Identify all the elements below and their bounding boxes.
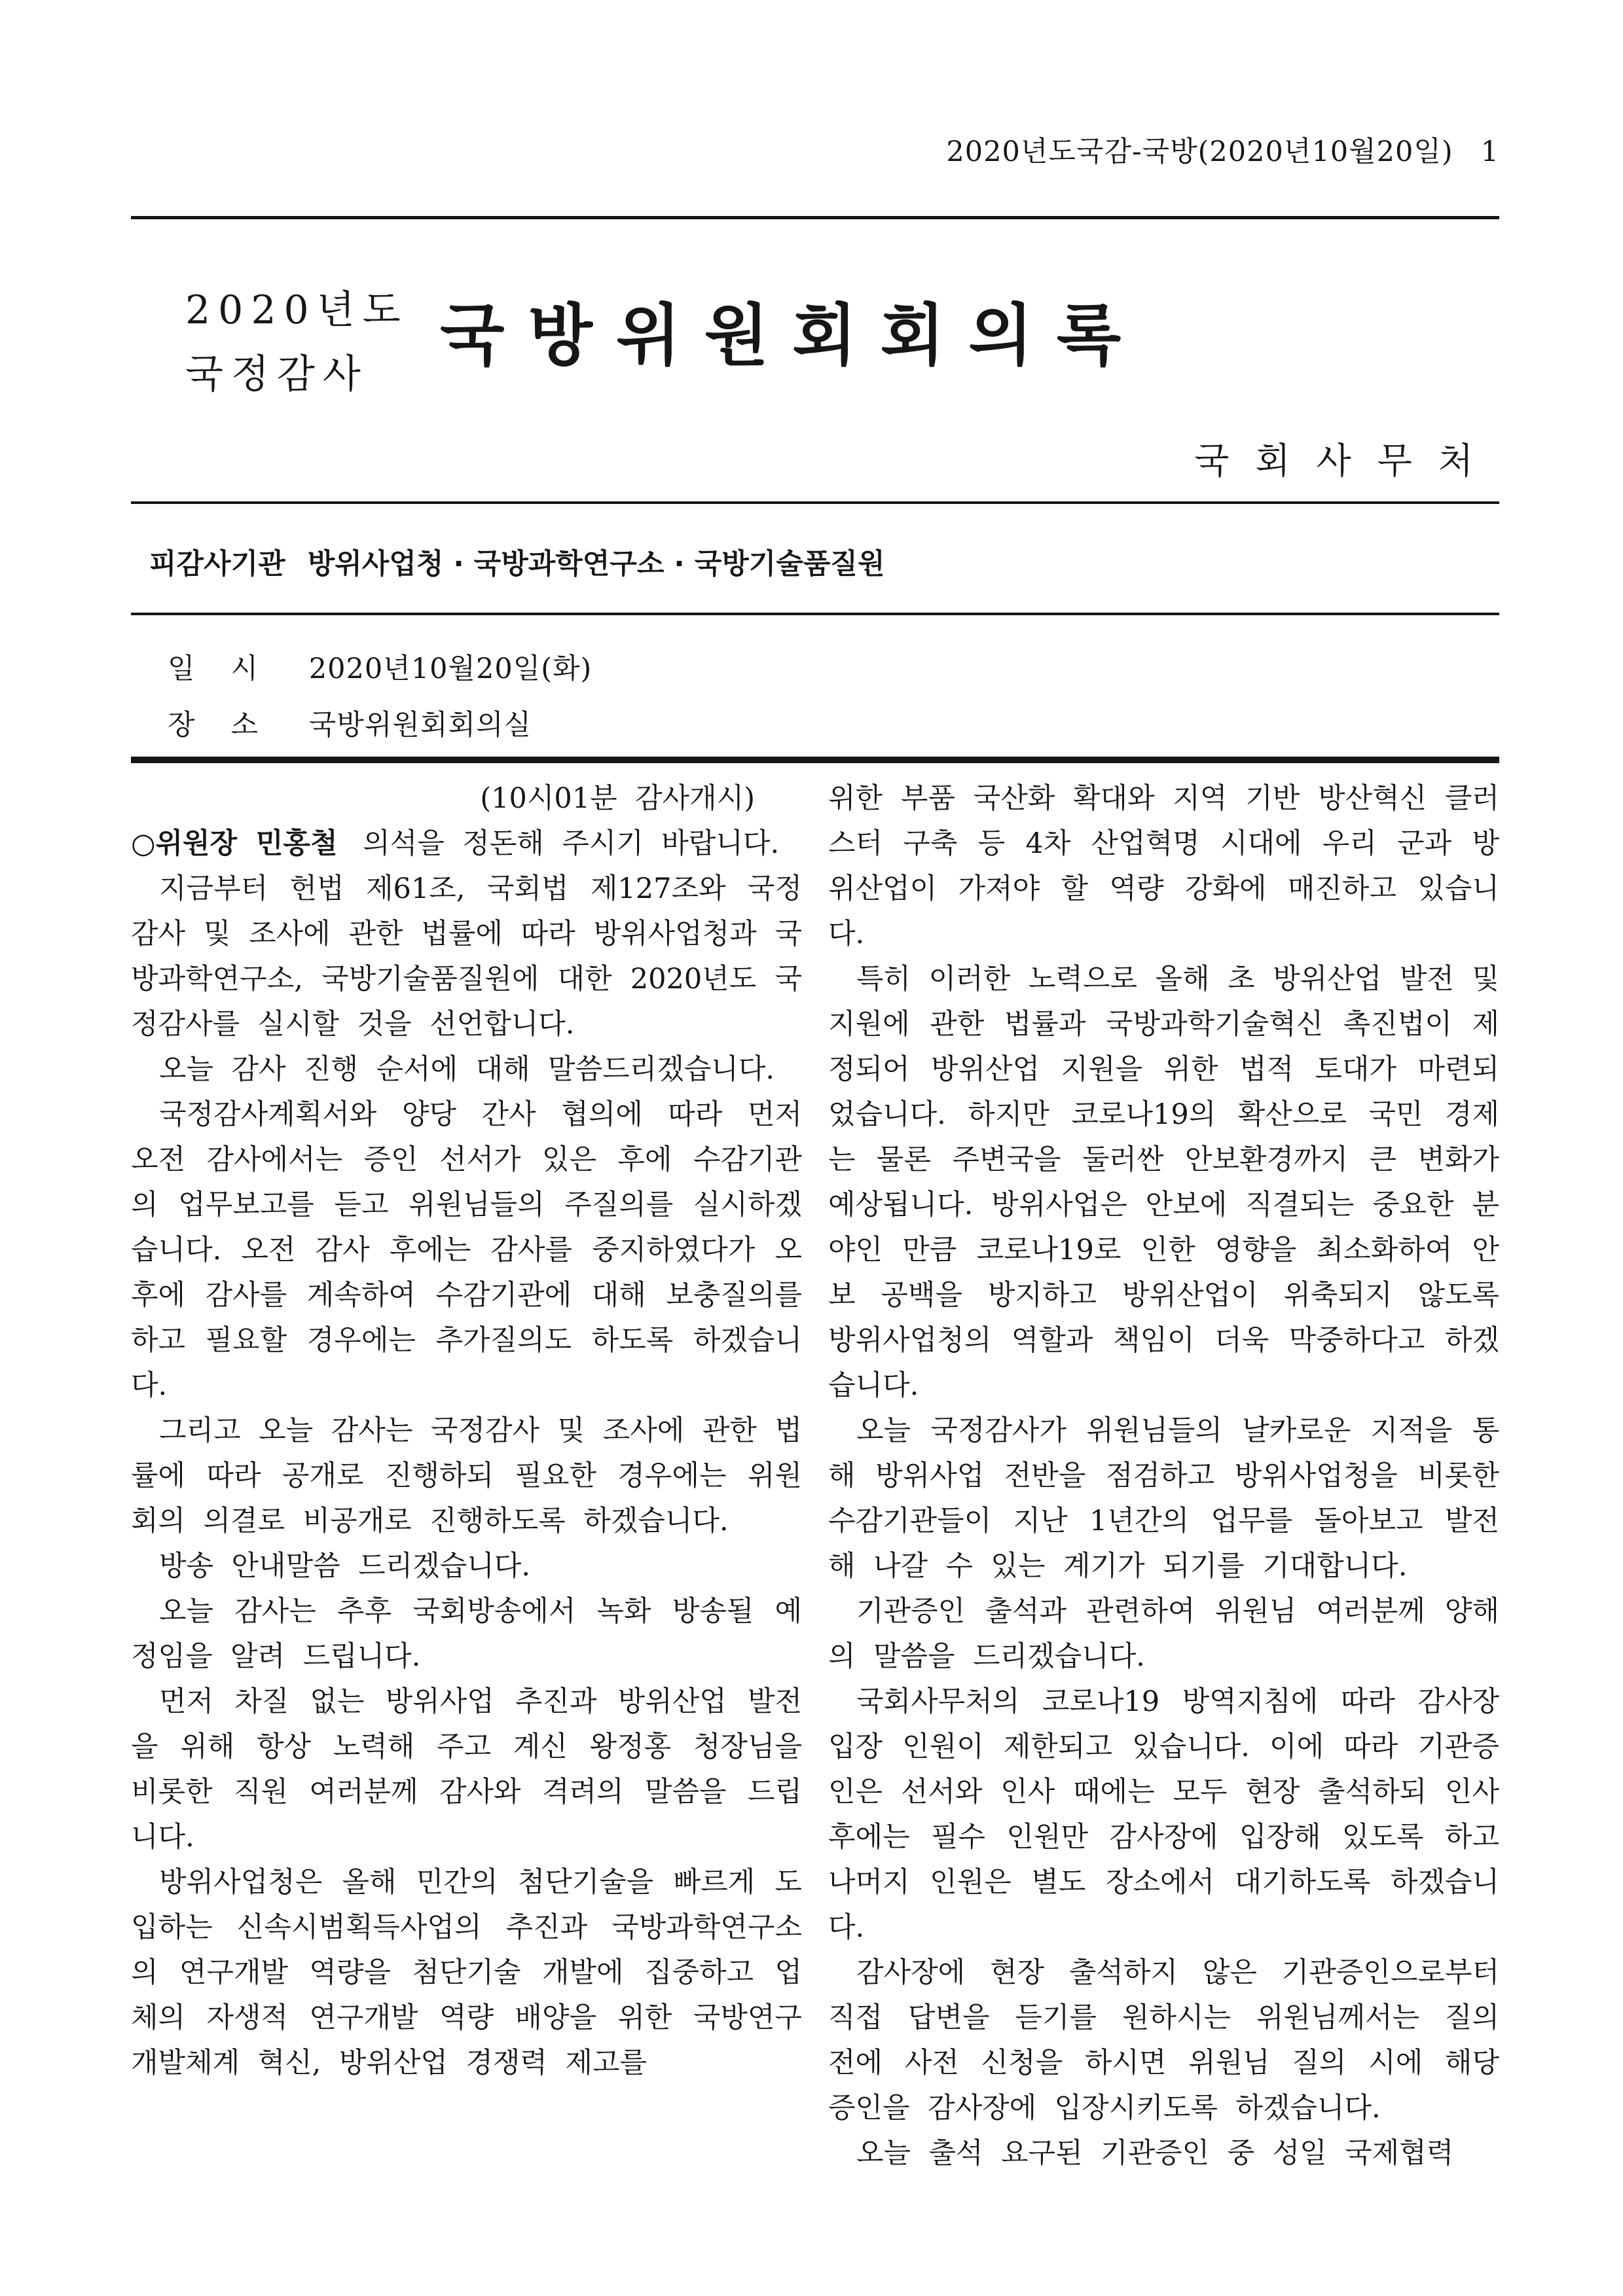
transcript-paragraph: 기관증인 출석과 관련하여 위원님 여러분께 양해의 말씀을 드리겠습니다.: [828, 1595, 1499, 1673]
transcript-paragraph: 방송 안내말씀 드리겠습니다.: [159, 1550, 530, 1583]
publisher-name: 국회사무처: [1194, 440, 1499, 482]
meeting-date-row: [168, 647, 592, 703]
transcript-paragraph: 위한 부품 국산화 확대와 지역 기반 방산혁신 클러스터 구축 등 4차 산업혁명 시대에 우리 군과 방위산업이 가져야 할 역량 강화에 매진하고 있습니다.: [828, 782, 1499, 950]
meeting-venue-label: 장 소: [168, 709, 263, 742]
running-head: [131, 130, 1499, 170]
document-title: 국방위원회회의록: [440, 296, 1145, 375]
agencies-rule: [131, 613, 1499, 615]
transcript-left-column: [131, 776, 802, 2275]
meeting-date-label: 일 시: [168, 653, 263, 685]
transcript-paragraph: 오늘 국정감사가 위원님들의 날카로운 지적을 통해 방위사업 전반을 점검하고 방위사업청을 비롯한 수감기관들이 지난 1년간의 업무를 돌아보고 발전해 나갈 수 있는 계기가 되기를 기대합니다.: [828, 1414, 1499, 1583]
transcript-paragraph: ○위원장 민홍철 의석을 정돈해 주시기 바랍니다.: [131, 827, 780, 860]
audited-agencies-label: 피감사기관: [149, 548, 285, 581]
meeting-venue-value: 국방위원회회의실: [308, 709, 532, 742]
running-head-title: 2020년도국감-국방(2020년10월20일): [946, 135, 1453, 168]
audited-agencies-value: 방위사업청 · 국방과학연구소 · 국방기술품질원: [307, 548, 885, 581]
transcript-paragraph: 오늘 출석 요구된 기관증인 중 성일 국제협력: [856, 2137, 1454, 2170]
edition-year: 2020년도: [185, 287, 409, 333]
transcript-paragraph: 오늘 감사는 추후 국회방송에서 녹화 방송될 예정임을 알려 드립니다.: [131, 1595, 802, 1673]
transcript-paragraph: 국회사무처의 코로나19 방역지침에 따라 감사장 입장 인원이 제한되고 있습니다. 이에 따라 기관증인은 선서와 인사 때에는 모두 현장 출석하되 인사 후에는 필수 인원만 감사장에 입장해 있도록 하고 나머지 인원은 별도 장소에서 대기하도록 하겠습니다.: [828, 1685, 1499, 1944]
transcript-right-column: [828, 776, 1499, 2275]
transcript-paragraph: 감사장에 현장 출석하지 않은 기관증인으로부터 직접 답변을 듣기를 원하시는 위원님께서는 질의 전에 사전 신청을 하시면 위원님 질의 시에 해당 증인을 감사장에 입장시키도록 하겠습니다.: [828, 1956, 1499, 2125]
session-time-note: (10시01분 감사개시): [480, 782, 755, 815]
transcript-paragraph: 지금부터 헌법 제61조, 국회법 제127조와 국정감사 및 조사에 관한 법률에 따라 방위사업청과 국방과학연구소, 국방기술품질원에 대한 2020년도 국정감사를 실시할 것을 선언합니다.: [131, 872, 802, 1041]
transcript-paragraph: 오늘 감사 진행 순서에 대해 말씀드리겠습니다.: [159, 1053, 775, 1086]
meeting-venue-row: [168, 703, 592, 759]
transcript-paragraph: 먼저 차질 없는 방위사업 추진과 방위산업 발전을 위해 항상 노력해 주고 계신 왕정홍 청장님을 비롯한 직원 여러분께 감사와 격려의 말씀을 드립니다.: [131, 1685, 802, 1854]
transcript-paragraph: 국정감사계획서와 양당 간사 협의에 따라 먼저 오전 감사에서는 증인 선서가 있은 후에 수감기관의 업무보고를 듣고 위원님들의 주질의를 실시하겠습니다. 오전 감사 후에는 감사를 중지하였다가 오후에 감사를 계속하여 수감기관에 대해 보충질의를 하고 필요할 경우에는 추가질의도 하도록 하겠습니다.: [131, 1098, 802, 1402]
edition-label: [185, 278, 409, 406]
body-top-rule: [131, 757, 1499, 763]
transcript-paragraph: 그리고 오늘 감사는 국정감사 및 조사에 관한 법률에 따라 공개로 진행하되 필요한 경우에는 위원회의 의결로 비공개로 진행하도록 하겠습니다.: [131, 1414, 802, 1537]
masthead-rule: [131, 501, 1499, 504]
audited-agencies-line: [149, 542, 884, 582]
transcript-paragraph: 특히 이러한 노력으로 올해 초 방위산업 발전 및 지원에 관한 법률과 국방과학기술혁신 촉진법이 제정되어 방위산업 지원을 위한 법적 토대가 마련되었습니다. 하지만 코로나19의 확산으로 국민 경제는 물론 주변국을 둘러싼 안보환경까지 큰 변화가 예상됩니다. 방위사업은 안보에 직결되는 중요한 분야인 만큼 코로나19로 인한 영향을 최소화하여 안보 공백을 방지하고 방위산업이 위축되지 않도록 방위사업청의 역할과 책임이 더욱 막중하다고 하겠습니다.: [828, 963, 1499, 1402]
page-number: 1: [1480, 135, 1499, 168]
header-rule: [131, 216, 1499, 219]
transcript-body: [131, 776, 1499, 2275]
meeting-date-value: 2020년10월20일(화): [308, 653, 593, 685]
speaker-name: ○위원장 민홍철: [131, 827, 338, 860]
edition-audit: 국정감사: [185, 351, 369, 397]
meeting-meta: [168, 647, 592, 759]
transcript-paragraph: 방위사업청은 올해 민간의 첨단기술을 빠르게 도입하는 신속시범획득사업의 추진과 국방과학연구소의 연구개발 역량을 첨단기술 개발에 집중하고 업체의 자생적 연구개발 역량 배양을 위한 국방연구개발체계 혁신, 방위산업 경쟁력 제고를: [131, 1866, 802, 2079]
